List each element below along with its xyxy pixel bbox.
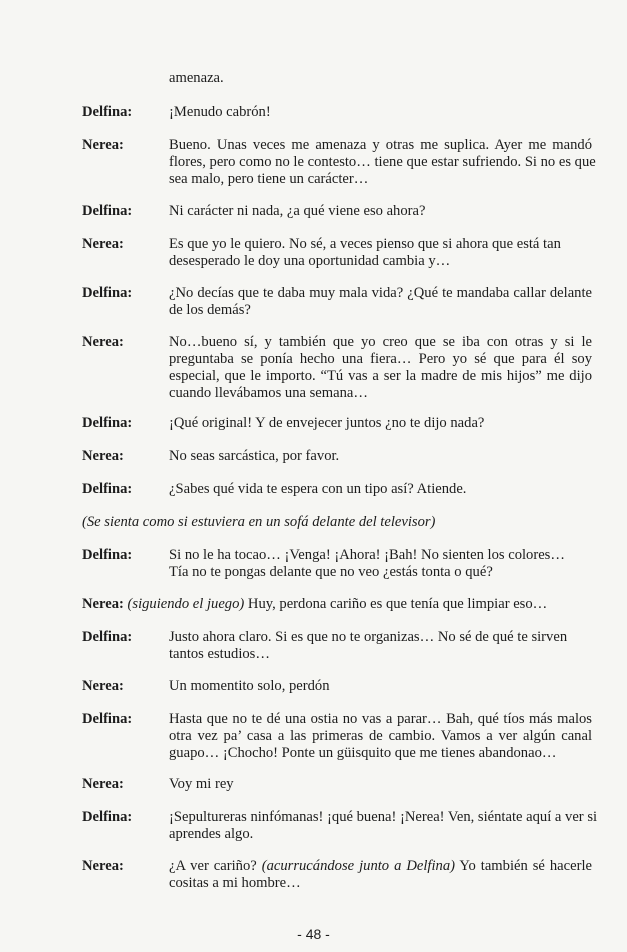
- continuation-line: amenaza.: [169, 70, 224, 86]
- speaker-nerea: Nerea:: [82, 858, 124, 874]
- speaker-nerea: Nerea:: [82, 137, 124, 153]
- speaker-nerea: Nerea:: [82, 334, 124, 350]
- speaker-delfina: Delfina:: [82, 285, 133, 301]
- speaker-nerea: Nerea:: [82, 678, 124, 694]
- dialogue-line: Si no le ha tocao… ¡Venga! ¡Ahora! ¡Bah! No sienten los colores… Tía no te pongas delante que no veo ¿estás tonta o qué?: [169, 547, 565, 580]
- page-number: - 48 -: [297, 926, 330, 942]
- dialogue-line: No seas sarcástica, por favor.: [169, 448, 340, 464]
- dialogue-line: Es que yo le quiero. No sé, a veces pienso que si ahora que está tan desesperado le doy una oportunidad cambia y…: [169, 236, 561, 269]
- stage-direction: (Se sienta como si estuviera en un sofá delante del televisor): [82, 514, 436, 530]
- speaker-delfina: Delfina:: [82, 203, 133, 219]
- speaker-delfina: Delfina:: [82, 809, 133, 825]
- dialogue-line: ¡Menudo cabrón!: [169, 104, 271, 120]
- speaker-delfina: Delfina:: [82, 481, 133, 497]
- stage-direction: (siguiendo el juego): [127, 596, 245, 612]
- speaker-nerea: Nerea:: [82, 236, 124, 252]
- dialogue-line-inline: Nerea: (siguiendo el juego) Huy, perdona cariño es que tenía que limpiar eso…: [82, 596, 548, 612]
- speaker-delfina: Delfina:: [82, 415, 133, 431]
- dialogue-line: Bueno. Unas veces me amenaza y otras me suplica. Ayer me mandó flores, pero como no le contesto… tiene que estar sufriendo. Si no es que sea malo, pero tiene un carácter…: [169, 137, 596, 187]
- dialogue-line: Ni carácter ni nada, ¿a qué viene eso ahora?: [169, 203, 426, 219]
- speaker-delfina: Delfina:: [82, 104, 133, 120]
- speaker-delfina: Delfina:: [82, 547, 133, 563]
- dialogue-line: ¿No decías que te daba muy mala vida? ¿Qué te mandaba callar delante de los demás?: [169, 285, 592, 318]
- dialogue-line: ¡Qué original! Y de envejecer juntos ¿no te dijo nada?: [169, 415, 485, 431]
- speaker-delfina: Delfina:: [82, 711, 133, 727]
- speaker-nerea: Nerea:: [82, 596, 124, 612]
- speaker-nerea: Nerea:: [82, 448, 124, 464]
- speaker-nerea: Nerea:: [82, 776, 124, 792]
- dialogue-line: Justo ahora claro. Si es que no te organizas… No sé de qué te sirven tantos estudios…: [169, 629, 568, 662]
- dialogue-line: Hasta que no te dé una ostia no vas a parar… Bah, qué tíos más malos otra vez pa’ casa a las primeras de cambio. Vamos a ver algún canal guapo… ¡Chocho! Ponte un güisquito que me tienes abandonao…: [169, 711, 592, 761]
- dialogue-line: ¿Sabes qué vida te espera con un tipo así? Atiende.: [169, 481, 467, 497]
- dialogue-line: Un momentito solo, perdón: [169, 678, 330, 694]
- dialogue-line: Voy mi rey: [169, 776, 234, 792]
- dialogue-line: ¿A ver cariño? (acurrucándose junto a Delfina) Yo también sé hacerle cositas a mi hombre…: [169, 858, 592, 891]
- dialogue-line: No…bueno sí, y también que yo creo que se iba con otras y si le preguntaba se ponía hecho una fiera… Pero yo sé que para él soy especial, que le importo. “Tú vas a ser la madre de mis hijos” me dijo cuando llevábamos una semana…: [169, 334, 592, 401]
- speaker-delfina: Delfina:: [82, 629, 133, 645]
- stage-direction: (acurrucándose junto a Delfina): [261, 858, 455, 874]
- dialogue-line: ¡Sepultureras ninfómanas! ¡qué buena! ¡Nerea! Ven, siéntate aquí a ver si aprendes algo.: [169, 809, 598, 842]
